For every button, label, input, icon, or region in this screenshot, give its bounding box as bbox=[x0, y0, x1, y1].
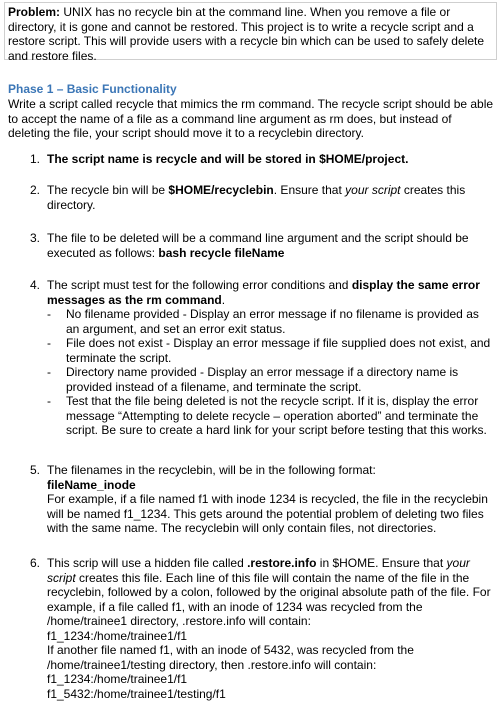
example-line: f1_1234:/home/trainee1/f1 bbox=[47, 672, 188, 686]
example-line: f1_5432:/home/trainee1/testing/f1 bbox=[47, 686, 226, 701]
error-condition-item: - Test that the file being deleted is not the recycle script. If it is, display the error message “Attempting to delete recycle – operation aborted” and terminate the script. Be sure to create a hard link for your script before testing that this works. bbox=[47, 394, 487, 437]
item-number: 3. bbox=[30, 231, 41, 245]
problem-statement bbox=[8, 5, 496, 63]
error-condition-item: - Directory name provided - Display an error message if a directory name is provided instead of a filename, and terminate the script. bbox=[47, 365, 459, 394]
example-line: f1_1234:/home/trainee1/f1 bbox=[47, 628, 188, 643]
error-conditions bbox=[47, 307, 495, 438]
problem-label: Problem: bbox=[8, 5, 61, 19]
document-page: Problem: UNIX has no recycle bin at the command line. When you remove a file or directory, it is gone and cannot be restored. This project is to write a recycle script and a restore script. This will provide users with a recycle bin which can be used to safely delete and restore files. Phase 1 – Basic Functionality Write a script called recycle that mimics the rm command. The recycle script should be able to accept the name of a file as a command line argument as rm does, but instead of deleting the file, your script should move it to a recyclebin directory. 1. The script name is recycle and will be stored in $HOME/project. 2. The recycle bin will be $HOME/recyclebin. Ensure that your script creates this directory. 3. The file to be deleted will be a command line argument and the script should be executed as follows: bash recycle fileName 4. The script must test for the following error conditions and display the same error messages as the rm command. - No filename provided - Display an error message if no filename is provided as an argument, and set an error exit status. - File does not exist - Display an error message if file supplied does not exist, and terminate the script. - Directory name provided - Display an error message if a directory name is provided instead of a filename, and terminate the script. - Test that the file being deleted is not the recycle script. If it is, display the error message “Attempting to delete recycle – operation aborted” and terminate the script. Be sure to create a hard link for your script before testing that this works. 5. The filenames in the recyclebin, will be in the following format: fileName_inode For example, if a file named f1 with inode 1234 is recycled, the file in the recyclebin will be named f1_1234. This gets around the potential problem of deleting two files with the same name. The recyclebin will only contain files, not directories. 6. This scrip will use a hidden file called .restore.info in $HOME. Ensure that your script creates this file. Each line of this file will contain the name of the file in the recyclebin, followed by a colon, followed by the original absolute path of the file. For example, if a file called f1, with an inode of 1234 was recycled from the /home/trainee1 directory, .restore.info will contain: f1_1234:/home/trainee1/f1 If another file named f1, with an inode of 5432, was recycled from the /home/trainee1/testing directory, then .restore.info will contain: f1_1234:/home/trainee1/f1 f1_5432:/home/trainee1/testing/f1 bbox=[0, 0, 503, 711]
command-example: bash recycle fileName bbox=[158, 245, 285, 260]
item-number: 1. bbox=[30, 152, 41, 166]
filename-format: fileName_inode bbox=[47, 477, 136, 492]
phase-description: Write a script called recycle that mimics the rm command. The recycle script should be able to accept the name of a file as a command line argument as rm does, but instead of deleting the file, your script should move it to a recyclebin directory. bbox=[8, 97, 494, 140]
error-condition-item: - File does not exist - Display an error message if file supplied does not exist, and terminate the script. bbox=[47, 336, 491, 365]
item-text: The script name is recycle and will be stored in $HOME/project. bbox=[47, 152, 409, 166]
item-number: 4. bbox=[30, 278, 41, 292]
error-condition-item: - No filename provided - Display an error message if no filename is provided as an argument, and set an error exit status. bbox=[47, 307, 479, 336]
recyclebin-path: $HOME/recyclebin bbox=[168, 183, 274, 197]
item-number: 6. bbox=[30, 556, 41, 570]
item-number: 2. bbox=[30, 183, 41, 197]
restore-info-filename: .restore.info bbox=[247, 556, 317, 570]
phase-heading: Phase 1 – Basic Functionality bbox=[8, 82, 177, 96]
problem-text: UNIX has no recycle bin at the command line. When you remove a file or directory, it is gone and cannot be restored. This project is to write a recycle script and a restore script. This will provide users with a recycle bin which can be used to safely delete and restore files. bbox=[8, 5, 484, 63]
item-number: 5. bbox=[30, 463, 41, 477]
